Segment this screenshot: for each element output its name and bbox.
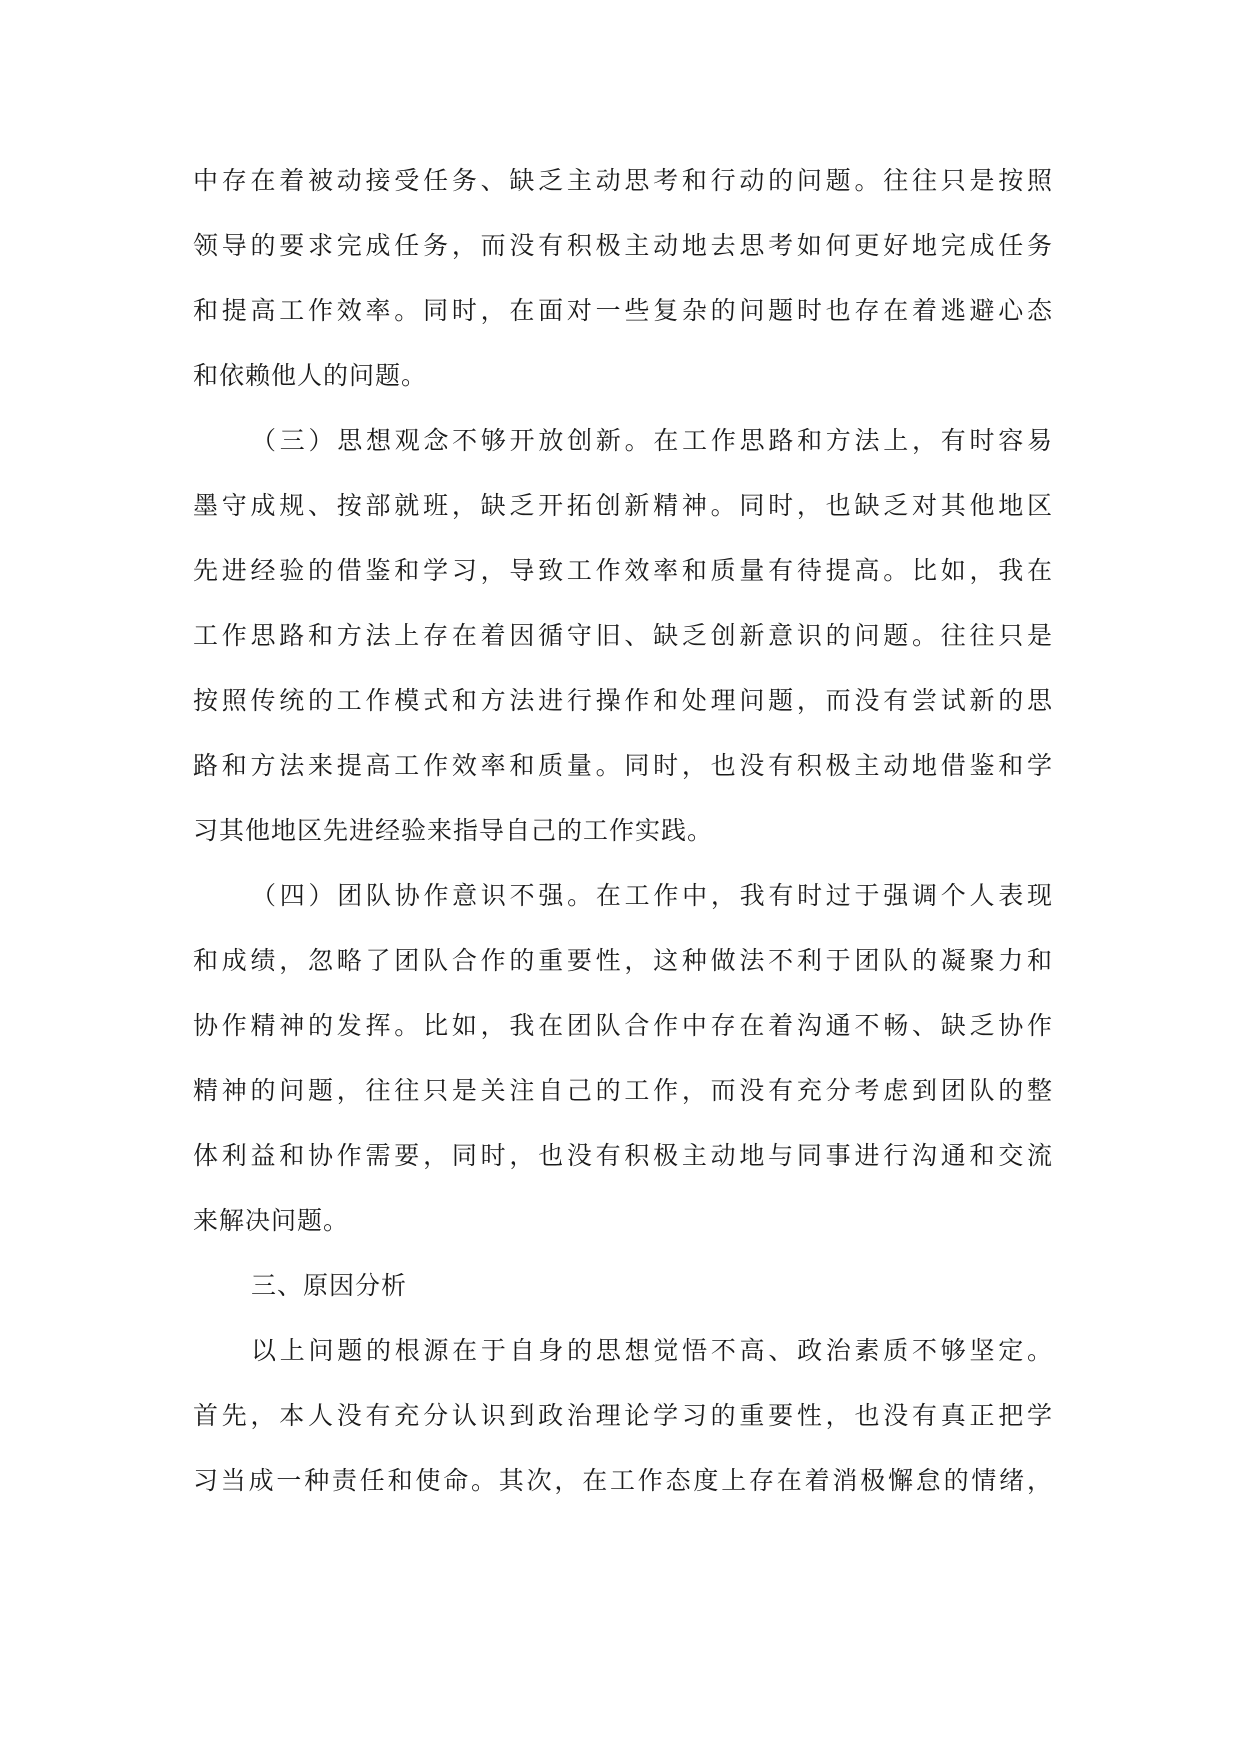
text-line: 和依赖他人的问题。 <box>193 361 428 390</box>
text-line: 来解决问题。 <box>193 1206 350 1235</box>
text-line: 体利益和协作需要，同时，也没有积极主动地与同事进行沟通和交流 <box>193 1141 1053 1170</box>
text-line: 首先，本人没有充分认识到政治理论学习的重要性，也没有真正把学 <box>193 1401 1053 1430</box>
document-body <box>193 162 1053 1527</box>
text-line: 按照传统的工作模式和方法进行操作和处理问题，而没有尝试新的思 <box>193 686 1053 715</box>
text-line: （三）思想观念不够开放创新。在工作思路和方法上，有时容易 <box>251 426 1053 455</box>
text-line: 路和方法来提高工作效率和质量。同时，也没有积极主动地借鉴和学 <box>193 751 1053 780</box>
text-line: 先进经验的借鉴和学习，导致工作效率和质量有待提高。比如，我在 <box>193 556 1053 585</box>
text-line: 习其他地区先进经验来指导自己的工作实践。 <box>193 816 714 845</box>
text-line: 工作思路和方法上存在着因循守旧、缺乏创新意识的问题。往往只是 <box>193 621 1053 650</box>
text-line: 和成绩，忽略了团队合作的重要性，这种做法不利于团队的凝聚力和 <box>193 946 1053 975</box>
text-line: 习当成一种责任和使命。其次，在工作态度上存在着消极懈怠的情绪， <box>193 1466 1053 1495</box>
text-line: 以上问题的根源在于自身的思想觉悟不高、政治素质不够坚定。 <box>251 1336 1053 1365</box>
text-line: （四）团队协作意识不强。在工作中，我有时过于强调个人表现 <box>251 881 1053 910</box>
section-heading: 三、原因分析 <box>251 1271 408 1300</box>
text-line: 和提高工作效率。同时，在面对一些复杂的问题时也存在着逃避心态 <box>193 296 1053 325</box>
text-line: 协作精神的发挥。比如，我在团队合作中存在着沟通不畅、缺乏协作 <box>193 1011 1053 1040</box>
text-line: 领导的要求完成任务，而没有积极主动地去思考如何更好地完成任务 <box>193 231 1053 260</box>
text-line: 中存在着被动接受任务、缺乏主动思考和行动的问题。往往只是按照 <box>193 166 1053 195</box>
text-line: 墨守成规、按部就班，缺乏开拓创新精神。同时，也缺乏对其他地区 <box>193 491 1053 520</box>
text-line: 精神的问题，往往只是关注自己的工作，而没有充分考虑到团队的整 <box>193 1076 1053 1105</box>
